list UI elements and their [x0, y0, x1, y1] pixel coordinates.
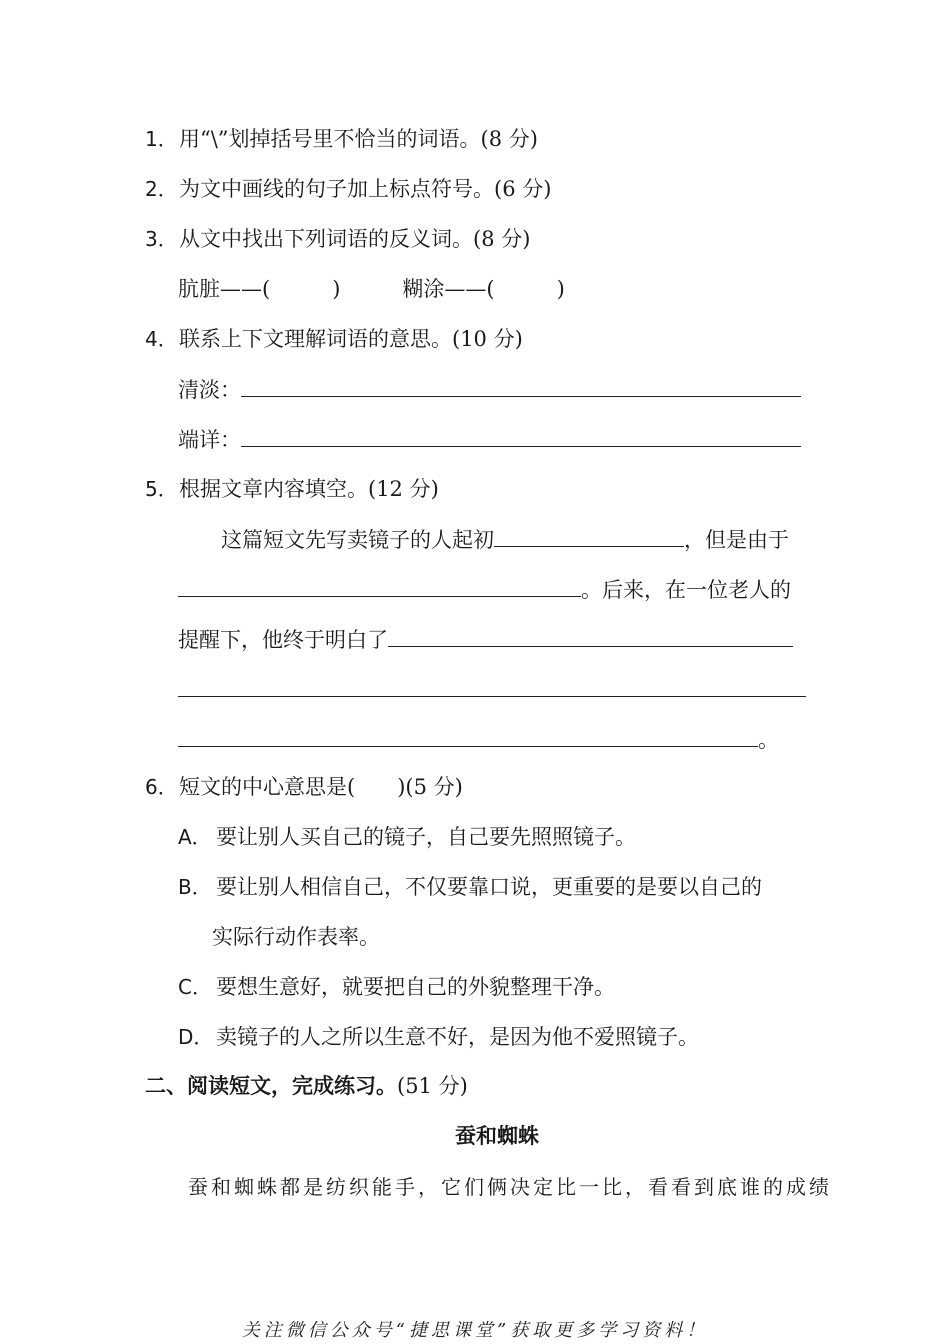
- option-label: B．: [178, 875, 212, 899]
- antonym-row: [178, 274, 565, 304]
- question-number: 1．: [145, 127, 178, 151]
- option-text: 要想生意好，就要把自己的外貌整理干净。: [216, 975, 615, 999]
- question-text: 联系上下文理解词语的意思。(10 分): [179, 327, 523, 351]
- fill-text: ，但是由于: [684, 528, 789, 552]
- question-number: 6．: [145, 775, 178, 799]
- answer-blank[interactable]: [178, 674, 806, 697]
- story-first-line: 蚕和蜘蛛都是纺织能手，它们俩决定比一比，看看到底谁的成绩: [188, 1175, 832, 1199]
- answer-blank[interactable]: [241, 424, 801, 447]
- question-2: [145, 174, 551, 204]
- fill-line-2: [178, 574, 791, 605]
- option-text: 实际行动作表率。: [212, 925, 380, 949]
- story-title: 蚕和蜘蛛: [455, 1124, 539, 1148]
- antonym-word-2: 糊涂——(: [402, 277, 495, 301]
- antonym-close-2: ): [556, 277, 565, 301]
- question-text: 短文的中心意思是( )(5 分): [179, 775, 463, 799]
- question-text: 根据文章内容填空。(12 分): [179, 477, 439, 501]
- question-1: [145, 124, 538, 154]
- option-d[interactable]: [178, 1022, 699, 1052]
- question-5: [145, 474, 439, 504]
- section-score: (51 分): [397, 1074, 468, 1098]
- question-4: [145, 324, 523, 354]
- answer-blank[interactable]: [178, 574, 581, 597]
- meaning-row-1: [178, 374, 801, 405]
- question-number: 5．: [145, 477, 178, 501]
- answer-blank[interactable]: [388, 624, 793, 647]
- term-label: 清淡：: [178, 378, 241, 402]
- option-b[interactable]: [178, 872, 762, 902]
- option-a[interactable]: [178, 822, 636, 852]
- question-number: 3．: [145, 227, 178, 251]
- fill-line-3: [178, 624, 793, 655]
- option-label: C．: [178, 975, 212, 999]
- question-text: 从文中找出下列词语的反义词。(8 分): [179, 227, 531, 251]
- answer-blank[interactable]: [178, 724, 758, 747]
- question-6: [145, 772, 463, 802]
- option-c[interactable]: [178, 972, 615, 1002]
- option-label: D．: [178, 1025, 214, 1049]
- question-number: 2．: [145, 177, 178, 201]
- option-text: 要让别人相信自己，不仅要靠口说，更重要的是要以自己的: [216, 875, 762, 899]
- section-2-heading: [145, 1071, 468, 1101]
- fill-text: 提醒下，他终于明白了: [178, 628, 388, 652]
- question-3: [145, 224, 530, 254]
- option-text: 卖镜子的人之所以生意不好，是因为他不爱照镜子。: [216, 1025, 699, 1049]
- option-text: 要让别人买自己的镜子，自己要先照照镜子。: [216, 825, 636, 849]
- question-text: 用“\”划掉括号里不恰当的词语。(8 分): [179, 127, 538, 151]
- antonym-word-1: 肮脏——(: [178, 277, 271, 301]
- fill-text: 这篇短文先写卖镜子的人起初: [221, 528, 494, 552]
- term-label: 端详：: [178, 428, 241, 452]
- fill-line-1: [221, 524, 789, 555]
- fill-line-4: [178, 674, 806, 705]
- fill-line-5: [178, 724, 779, 755]
- fill-text: 。后来，在一位老人的: [581, 578, 791, 602]
- answer-blank[interactable]: [241, 374, 801, 397]
- meaning-row-2: [178, 424, 801, 455]
- footer-note: 关注微信公众号“捷思课堂”获取更多学习资料！: [241, 1320, 709, 1341]
- option-b-continued: [212, 922, 380, 952]
- question-number: 4．: [145, 327, 178, 351]
- antonym-close-1: ): [332, 277, 341, 301]
- section-title: 二、阅读短文，完成练习。: [145, 1074, 397, 1098]
- question-text: 为文中画线的句子加上标点符号。(6 分): [179, 177, 552, 201]
- fill-text: 。: [758, 728, 779, 752]
- answer-blank[interactable]: [494, 524, 684, 547]
- option-label: A．: [178, 825, 212, 849]
